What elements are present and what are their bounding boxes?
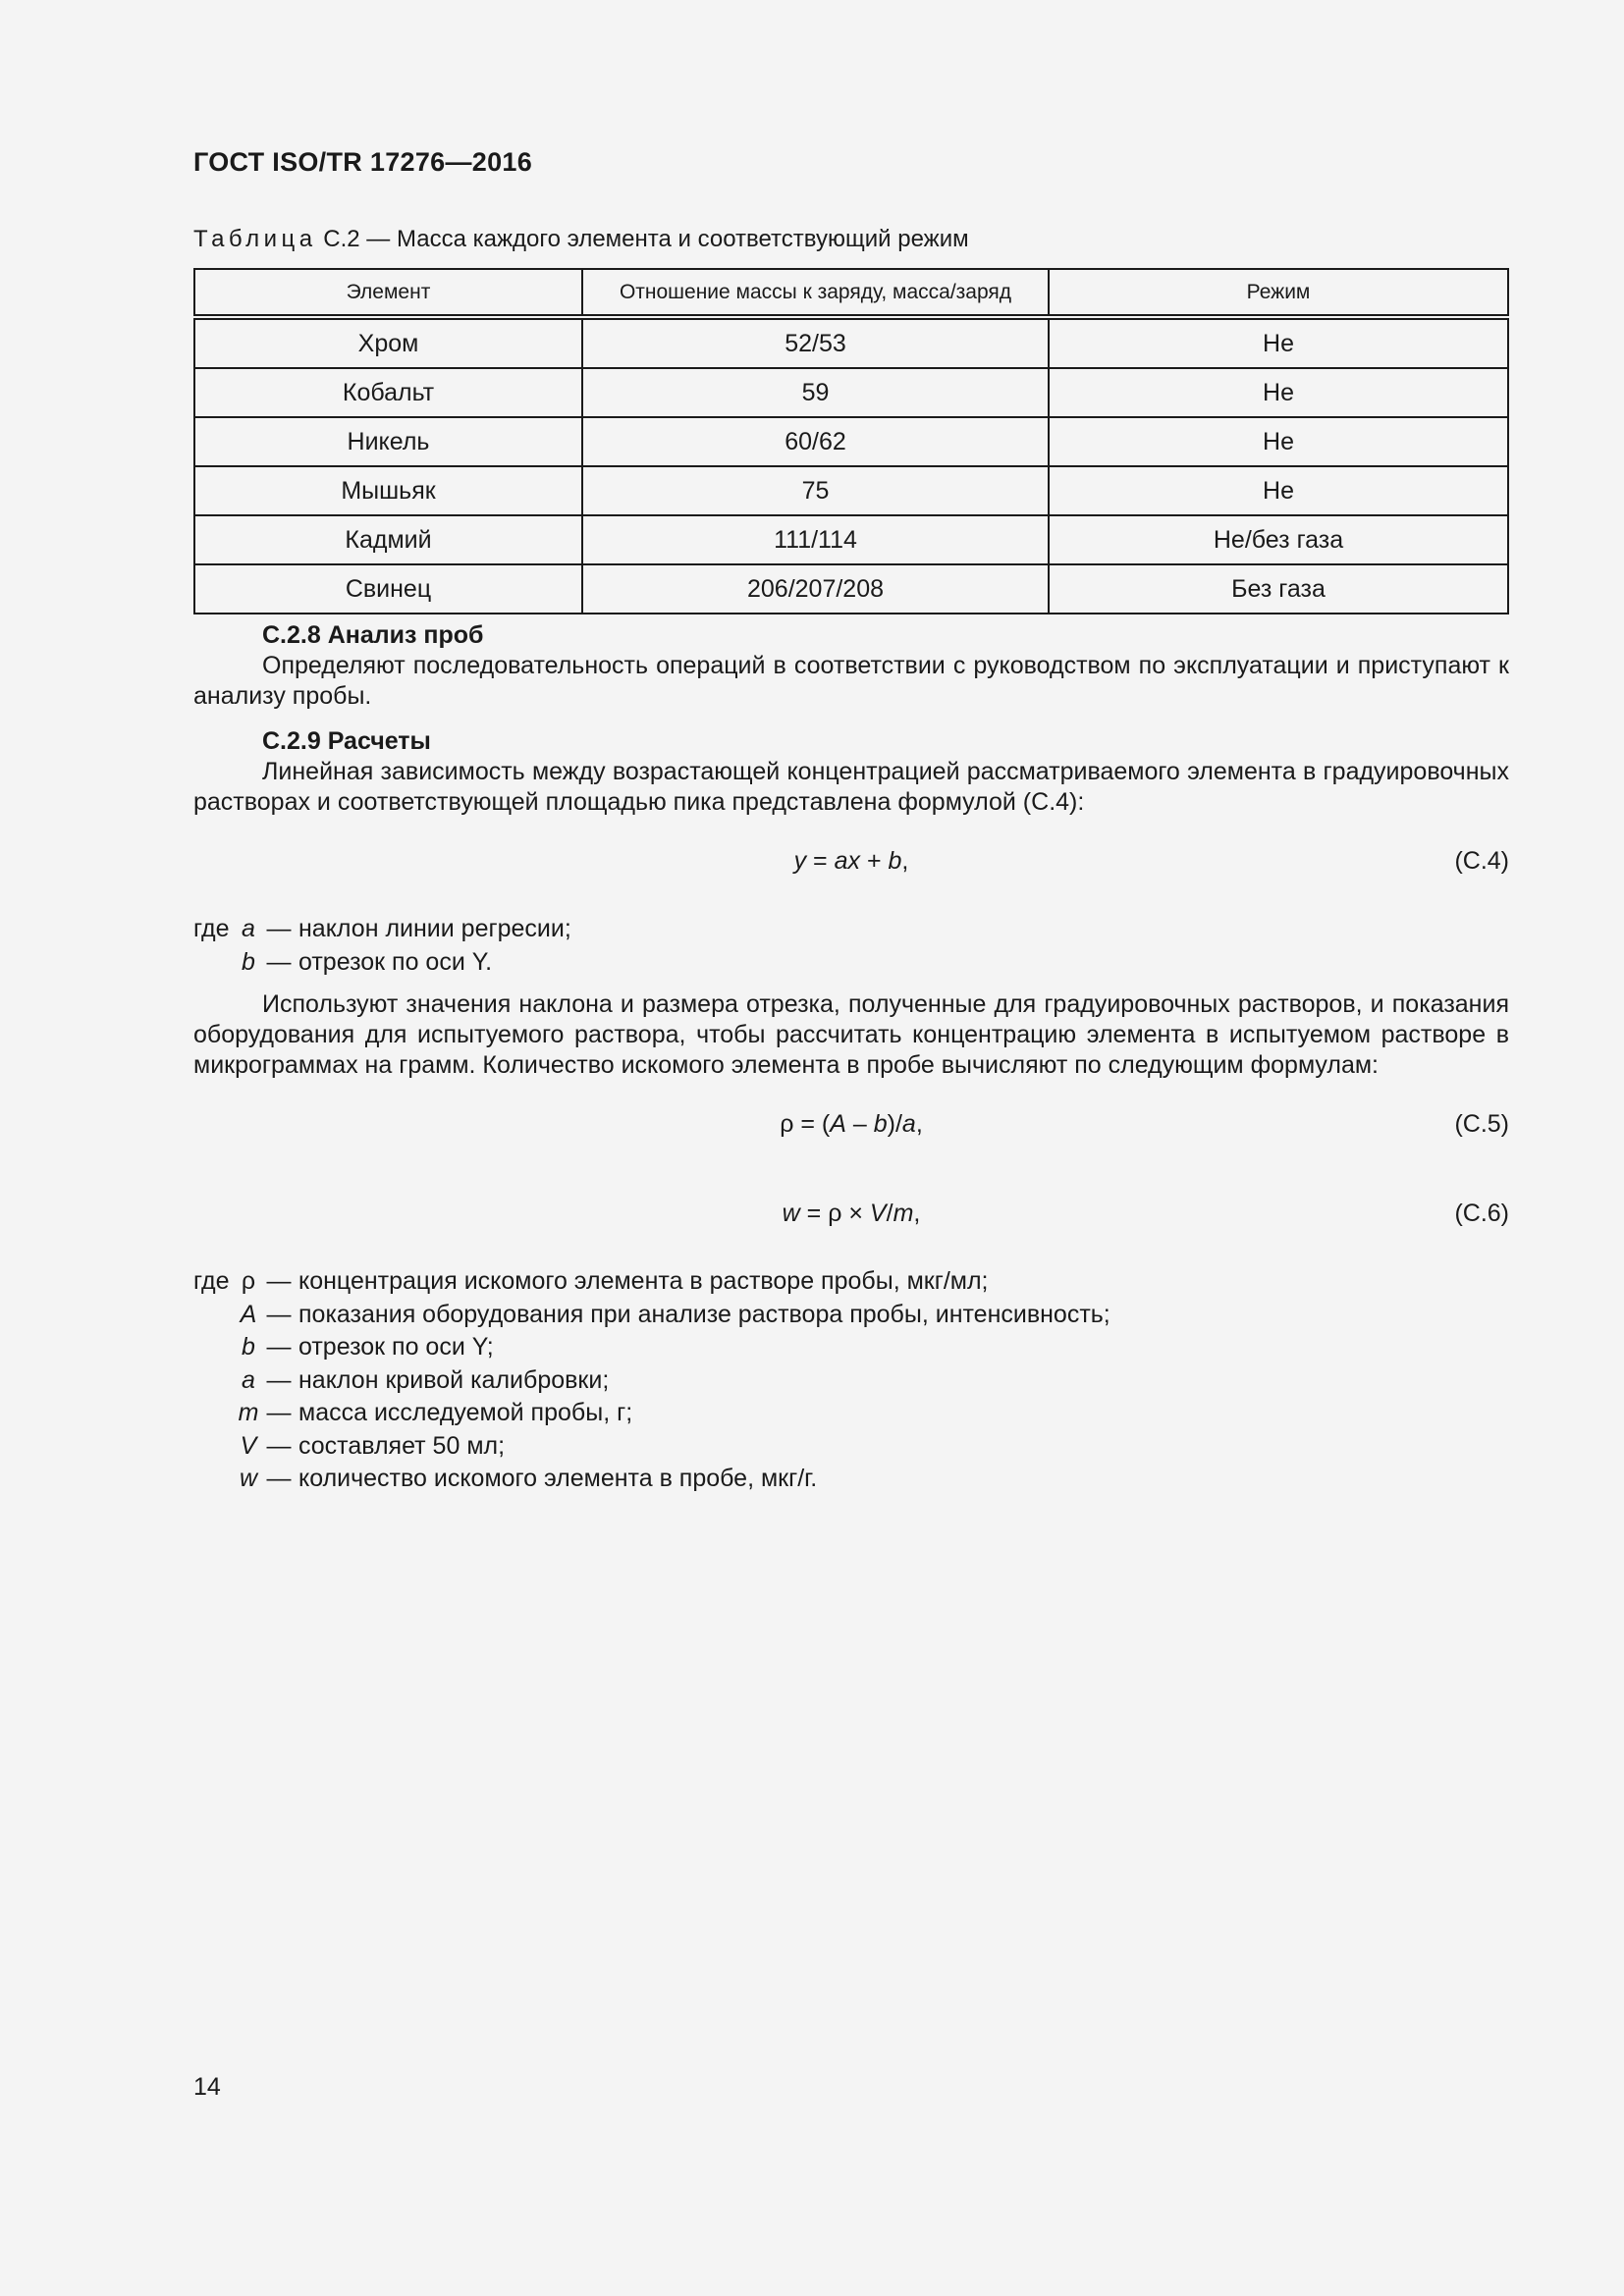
- cell-mode: Не/без газа: [1049, 515, 1508, 564]
- section-c28: [193, 620, 1509, 712]
- table-row: [194, 317, 1508, 368]
- section-title: С.2.9 Расчеты: [262, 727, 431, 755]
- page-number: 14: [193, 2073, 221, 2101]
- column-header-element: Элемент: [194, 269, 582, 317]
- definition-dash: —: [266, 1399, 292, 1426]
- formula-expression: w = ρ × V/m,: [782, 1200, 921, 1227]
- cell-element: Кобальт: [194, 368, 582, 417]
- definition-text: наклон линии регресии;: [298, 915, 571, 942]
- section-text: Определяют последовательность операций в соответствии с руководством по эксплуатации и приступают к анализу пробы.: [193, 652, 1509, 710]
- formula-c6: [193, 1200, 1509, 1231]
- definition-text: наклон кривой калибровки;: [298, 1365, 610, 1394]
- definition-dash: —: [266, 915, 292, 942]
- definition-text: масса исследуемой пробы, г;: [298, 1399, 633, 1426]
- table-caption: [193, 226, 969, 253]
- table-row: [194, 368, 1508, 417]
- section-title: С.2.8 Анализ проб: [262, 621, 484, 649]
- cell-mode: Не: [1049, 466, 1508, 515]
- paragraph-text: Используют значения наклона и размера отрезка, полученные для градуировочных растворов, и показания оборудования для испытуемого раствора, чтобы рассчитать концентрацию элемента в испытуемом растворе в микрограммах на грамм. Количество искомого элемента в пробе вычисляют по следующим формулам:: [193, 990, 1509, 1079]
- paragraph-usage: [193, 989, 1509, 1081]
- cell-mass-charge: 60/62: [582, 417, 1049, 466]
- definition-item: [193, 1463, 1110, 1496]
- cell-mass-charge: 111/114: [582, 515, 1049, 564]
- cell-element: Хром: [194, 317, 582, 368]
- element-mass-table: [193, 268, 1509, 614]
- cell-element: Мышьяк: [194, 466, 582, 515]
- definition-item: [193, 1430, 1110, 1464]
- table-header-row: [194, 269, 1508, 317]
- definition-symbol: V: [240, 1431, 257, 1460]
- definition-text: отрезок по оси Y;: [298, 1333, 494, 1361]
- definition-prefix: где: [193, 1267, 230, 1295]
- cell-mode: Не: [1049, 368, 1508, 417]
- table-row: [194, 564, 1508, 614]
- definition-item: [193, 1299, 1110, 1332]
- formula-number: (С.6): [1454, 1200, 1509, 1227]
- definition-dash: —: [266, 1267, 292, 1295]
- definition-dash: —: [266, 1431, 292, 1460]
- cell-element: Кадмий: [194, 515, 582, 564]
- definition-symbol: w: [239, 1465, 258, 1492]
- definition-dash: —: [266, 1365, 292, 1394]
- cell-element: Никель: [194, 417, 582, 466]
- definition-text: составляет 50 мл;: [298, 1431, 506, 1460]
- section-text: Линейная зависимость между возрастающей концентрацией рассматриваемого элемента в градуировочных растворах и соответствующей площадью пика представлена формулой (С.4):: [193, 758, 1509, 816]
- formula-expression: y = ax + b,: [793, 847, 909, 875]
- definition-item: [193, 1331, 1110, 1364]
- document-header: ГОСТ ISO/TR 17276—2016: [193, 147, 533, 177]
- definition-text: количество искомого элемента в пробе, мкг/г.: [298, 1465, 818, 1492]
- table-row: [194, 515, 1508, 564]
- definition-symbol: b: [242, 1333, 255, 1361]
- definition-item: [193, 913, 571, 946]
- definition-item: [193, 1397, 1110, 1430]
- definition-prefix: где: [193, 915, 230, 942]
- formula-number: (С.5): [1454, 1110, 1509, 1138]
- definitions-list: [193, 1265, 1110, 1496]
- table-row: [194, 417, 1508, 466]
- section-c29: [193, 726, 1509, 818]
- definition-dash: —: [266, 1300, 292, 1328]
- definition-dash: —: [266, 947, 292, 976]
- definitions-list: [193, 913, 571, 979]
- definition-symbol: A: [240, 1300, 257, 1328]
- definition-symbol: ρ: [241, 1267, 256, 1295]
- definition-text: отрезок по оси Y.: [298, 947, 493, 976]
- definition-dash: —: [266, 1333, 292, 1361]
- table-caption-text: С.2 — Масса каждого элемента и соответствующий режим: [323, 226, 969, 252]
- definition-item: [193, 946, 571, 980]
- formula-number: (С.4): [1454, 847, 1509, 875]
- definition-symbol: a: [242, 1365, 255, 1394]
- definition-text: показания оборудования при анализе раствора пробы, интенсивность;: [298, 1300, 1110, 1328]
- definition-item: [193, 1265, 1110, 1299]
- cell-mass-charge: 206/207/208: [582, 564, 1049, 614]
- definition-symbol: b: [242, 947, 255, 976]
- cell-mass-charge: 59: [582, 368, 1049, 417]
- table-caption-label: Таблица: [193, 226, 317, 252]
- formula-c4: [193, 847, 1509, 879]
- formula-c5: [193, 1110, 1509, 1142]
- cell-mode: Не: [1049, 417, 1508, 466]
- cell-mass-charge: 75: [582, 466, 1049, 515]
- cell-mass-charge: 52/53: [582, 317, 1049, 368]
- definition-dash: —: [266, 1465, 292, 1492]
- definition-item: [193, 1364, 1110, 1398]
- formula-expression: ρ = (A – b)/a,: [780, 1110, 923, 1138]
- definition-symbol: a: [242, 915, 255, 942]
- column-header-mass-charge: Отношение массы к заряду, масса/заряд: [582, 269, 1049, 317]
- table-row: [194, 466, 1508, 515]
- cell-mode: Без газа: [1049, 564, 1508, 614]
- cell-mode: Не: [1049, 317, 1508, 368]
- definition-text: концентрация искомого элемента в растворе пробы, мкг/мл;: [298, 1267, 989, 1295]
- column-header-mode: Режим: [1049, 269, 1508, 317]
- cell-element: Свинец: [194, 564, 582, 614]
- definition-symbol: m: [238, 1399, 259, 1426]
